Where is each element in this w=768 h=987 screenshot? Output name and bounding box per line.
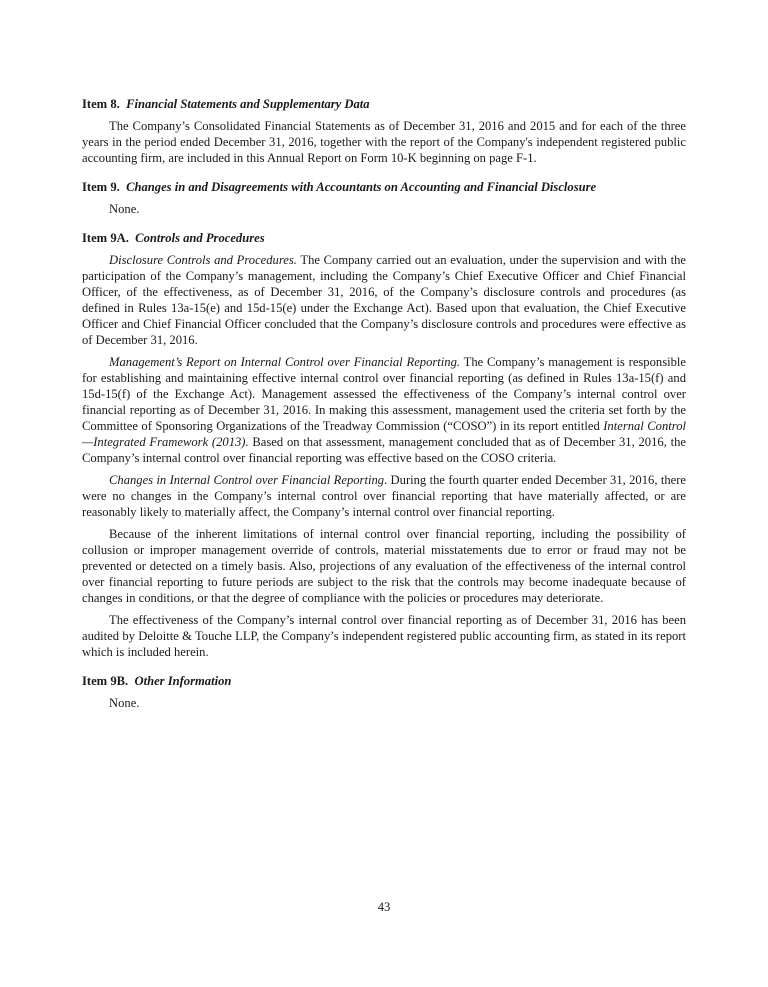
item-9-heading bbox=[82, 179, 686, 195]
item-number: Item 9A. bbox=[82, 231, 129, 245]
paragraph-text: The Company’s management is responsible for establishing and maintaining effective internal control over financial reporting (as defined in Rules 13a-15(f) and 15d-15(f) of the Exchange Act). Management assessed the effectiveness of the Company’s internal control over financial reporting as of December 31, 2016. In making this assessment, management used the criteria set forth by the Committee of Sponsoring Organizations of the Treadway Commission (“COSO”) in its report entitled bbox=[82, 355, 686, 433]
framework-reference: Internal Control—Integrated Framework (2013). bbox=[82, 419, 686, 449]
item-9b-heading bbox=[82, 673, 686, 689]
paragraph-lead: Management’s Report on Internal Control over Financial Reporting. bbox=[109, 355, 461, 369]
paragraph-lead: Disclosure Controls and Procedures. bbox=[109, 253, 297, 267]
paragraph: The Company’s Consolidated Financial Statements as of December 31, 2016 and 2015 and for each of the three years in the period ended December 31, 2016, together with the report of the Company's independent registered public accounting firm, are included in this Annual Report on Form 10-K beginning on page F-1. bbox=[82, 119, 686, 165]
item-title: Controls and Procedures bbox=[135, 231, 265, 245]
paragraph-text: Based on that assessment, management concluded that as of December 31, 2016, the Company’s internal control over financial reporting was effective based on the COSO criteria. bbox=[82, 435, 686, 465]
item-number: Item 9. bbox=[82, 180, 120, 194]
paragraph-text: The Company carried out an evaluation, under the supervision and with the participation of the Company’s management, including the Company’s Chief Executive Officer and Chief Financial Officer, of the effectiveness, as of December 31, 2016, of the Company’s disclosure controls and procedures (as defined in Rules 13a-15(e) and 15d-15(e) under the Exchange Act). Based upon that evaluation, the Chief Executive Officer and Chief Financial Officer concluded that the Company’s disclosure controls and procedures were effective as of December 31, 2016. bbox=[82, 253, 686, 347]
paragraph: None. bbox=[109, 202, 140, 216]
paragraph: The effectiveness of the Company’s internal control over financial reporting as of December 31, 2016 has been audited by Deloitte & Touche LLP, the Company’s independent registered public accounting firm, as stated in its report which is included herein. bbox=[82, 613, 686, 659]
paragraph-lead: Changes in Internal Control over Financial Reporting bbox=[109, 473, 385, 487]
paragraph bbox=[82, 472, 686, 520]
document-body bbox=[82, 96, 686, 717]
paragraph bbox=[82, 252, 686, 348]
item-8-heading bbox=[82, 96, 686, 112]
item-number: Item 9B. bbox=[82, 674, 129, 688]
item-title: Other Information bbox=[134, 674, 232, 688]
paragraph: None. bbox=[109, 696, 140, 710]
item-9a-heading bbox=[82, 230, 686, 246]
item-title: Changes in and Disagreements with Accountants on Accounting and Financial Disclosure bbox=[126, 180, 597, 194]
paragraph: Because of the inherent limitations of internal control over financial reporting, including the possibility of collusion or improper management override of controls, material misstatements due to error or fraud may not be prevented or detected on a timely basis. Also, projections of any evaluation of the effectiveness of the internal control over financial reporting to future periods are subject to the risk that the controls may become inadequate because of changes in conditions, or that the degree of compliance with the policies or procedures may deteriorate. bbox=[82, 527, 686, 605]
item-title: Financial Statements and Supplementary Data bbox=[126, 97, 370, 111]
page-number: 43 bbox=[377, 900, 391, 914]
paragraph-text: . During the fourth quarter ended December 31, 2016, there were no changes in the Company’s internal control over financial reporting that have materially affected, or are reasonably likely to materially affect, the Company’s internal control over financial reporting. bbox=[82, 473, 686, 519]
item-number: Item 8. bbox=[82, 97, 120, 111]
paragraph bbox=[82, 354, 686, 466]
